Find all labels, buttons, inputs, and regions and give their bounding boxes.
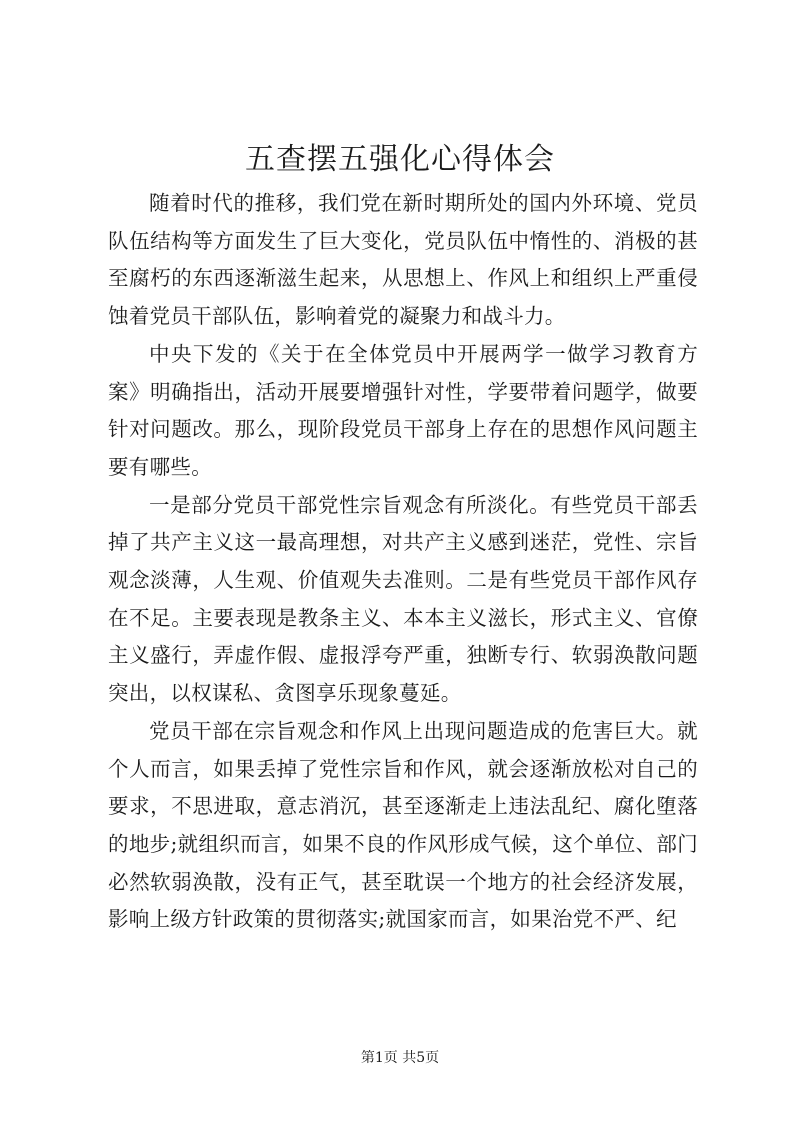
document-title: 五查摆五强化心得体会 — [245, 142, 555, 177]
paragraph-3: 一是部分党员干部党性宗旨观念有所淡化。有些党员干部丢掉了共产主义这一最高理想，对共产主义感到迷茫，党性、宗旨观念淡薄，人生观、价值观失去准则。二是有些党员干部作风存在不足。主要表现是教条主义、本本主义滋长，形式主义、官僚主义盛行，弄虚作假、虚报浮夸严重，独断专行、软弱涣散问题突出，以权谋私、贪图享乐现象蔓延。 — [108, 492, 698, 706]
page-number-footer: 第1页 共5页 — [360, 1050, 440, 1066]
paragraph-4: 党员干部在宗旨观念和作风上出现问题造成的危害巨大。就个人而言，如果丢掉了党性宗旨和作风，就会逐渐放松对自己的要求，不思进取，意志消沉，甚至逐渐走上违法乱纪、腐化堕落的地步;就组织而言，如果不良的作风形成气候，这个单位、部门必然软弱涣散，没有正气，甚至耽误一个地方的社会经济发展，影响上级方针政策的贯彻落实;就国家而言，如果治党不严、纪 — [108, 718, 698, 932]
document-body — [108, 185, 698, 939]
paragraph-2: 中央下发的《关于在全体党员中开展两学一做学习教育方案》明确指出，活动开展要增强针对性，学要带着问题学，做要针对问题改。那么，现阶段党员干部身上存在的思想作风问题主要有哪些。 — [108, 341, 698, 479]
paragraph-1: 随着时代的推移，我们党在新时期所处的国内外环境、党员队伍结构等方面发生了巨大变化，党员队伍中惰性的、消极的甚至腐朽的东西逐渐滋生起来，从思想上、作风上和组织上严重侵蚀着党员干部队伍，影响着党的凝聚力和战斗力。 — [108, 191, 698, 329]
